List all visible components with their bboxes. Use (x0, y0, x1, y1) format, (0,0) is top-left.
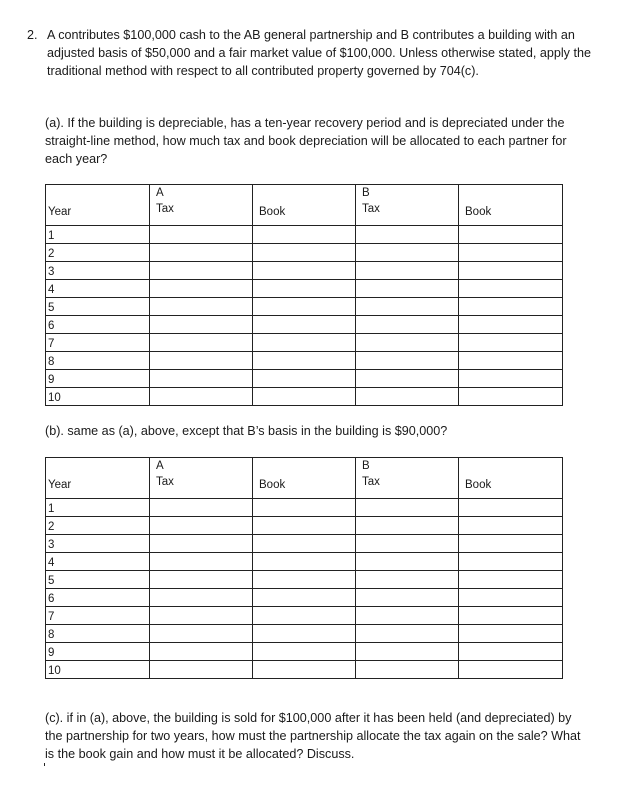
year-cell: 10 (46, 388, 150, 406)
header-year: Year (46, 458, 150, 499)
cell[interactable] (459, 589, 563, 607)
cell[interactable] (356, 589, 459, 607)
year-cell: 1 (46, 226, 150, 244)
header-a-book: Book (253, 458, 356, 499)
cell[interactable] (253, 334, 356, 352)
cell[interactable] (356, 316, 459, 334)
part-c-text: (c). if in (a), above, the building is sold for $100,000 after it has been held (and depreciated) by the partnership for two years, how must the partnership allocate the tax again on the sale? What is the book gain and how must it be allocated? Discuss. (45, 711, 581, 761)
cell[interactable] (150, 607, 253, 625)
cell[interactable] (356, 298, 459, 316)
cell[interactable] (459, 607, 563, 625)
cell[interactable] (356, 244, 459, 262)
table-row (46, 571, 563, 589)
cell[interactable] (356, 553, 459, 571)
cell[interactable] (253, 499, 356, 517)
cell[interactable] (459, 661, 563, 679)
cell[interactable] (356, 499, 459, 517)
cell[interactable] (253, 370, 356, 388)
year-cell: 2 (46, 244, 150, 262)
header-a-tax: A Tax (150, 185, 253, 226)
cell[interactable] (356, 262, 459, 280)
table-row (46, 517, 563, 535)
year-cell: 6 (46, 589, 150, 607)
year-cell: 9 (46, 370, 150, 388)
cell[interactable] (459, 262, 563, 280)
cell[interactable] (150, 535, 253, 553)
cell[interactable] (459, 298, 563, 316)
cell[interactable] (356, 226, 459, 244)
cell[interactable] (150, 553, 253, 571)
table-row (46, 388, 563, 406)
year-cell: 3 (46, 262, 150, 280)
table-row (46, 352, 563, 370)
cell[interactable] (356, 517, 459, 535)
cell[interactable] (253, 298, 356, 316)
header-b-tax: B Tax (356, 185, 459, 226)
cell[interactable] (253, 607, 356, 625)
cell[interactable] (356, 571, 459, 589)
cell[interactable] (150, 571, 253, 589)
cell[interactable] (356, 370, 459, 388)
question-intro: A contributes $100,000 cash to the AB general partnership and B contributes a building with an adjusted basis of $50,000 and a fair market value of $100,000. Unless otherwise stated, apply the traditional method with respect to all contributed property governed by 704(c). (47, 28, 591, 78)
cell[interactable] (150, 244, 253, 262)
cell[interactable] (253, 316, 356, 334)
cell[interactable] (253, 262, 356, 280)
cell[interactable] (253, 661, 356, 679)
cell[interactable] (253, 589, 356, 607)
table-row (46, 625, 563, 643)
table-row (46, 661, 563, 679)
cell[interactable] (459, 370, 563, 388)
cell[interactable] (253, 244, 356, 262)
cell[interactable] (459, 334, 563, 352)
cell[interactable] (150, 316, 253, 334)
cell[interactable] (150, 589, 253, 607)
cell[interactable] (253, 625, 356, 643)
cell[interactable] (459, 244, 563, 262)
cell[interactable] (253, 388, 356, 406)
table-row (46, 589, 563, 607)
depreciation-table-b (45, 457, 563, 679)
text-cursor-mark (44, 763, 45, 766)
question-number: 2. (27, 28, 38, 42)
table-header-row (46, 458, 563, 499)
cell[interactable] (459, 625, 563, 643)
part-a-text: (a). If the building is depreciable, has a ten-year recovery period and is depreciated under the straight-line method, how much tax and book depreciation will be allocated to each partner for each year? (45, 116, 567, 166)
header-a-book: Book (253, 185, 356, 226)
cell[interactable] (459, 571, 563, 589)
year-cell: 9 (46, 643, 150, 661)
cell[interactable] (356, 334, 459, 352)
table-row (46, 262, 563, 280)
year-cell: 6 (46, 316, 150, 334)
table-row (46, 226, 563, 244)
table-row (46, 553, 563, 571)
year-cell: 8 (46, 352, 150, 370)
year-cell: 1 (46, 499, 150, 517)
table-row (46, 244, 563, 262)
header-b-book: Book (459, 458, 563, 499)
cell[interactable] (150, 298, 253, 316)
cell[interactable] (356, 352, 459, 370)
cell[interactable] (356, 280, 459, 298)
cell[interactable] (150, 643, 253, 661)
depreciation-table-a (45, 184, 563, 406)
header-a-tax: A Tax (150, 458, 253, 499)
year-cell: 4 (46, 553, 150, 571)
cell[interactable] (253, 643, 356, 661)
table-row (46, 607, 563, 625)
cell[interactable] (253, 571, 356, 589)
cell[interactable] (356, 625, 459, 643)
cell[interactable] (150, 499, 253, 517)
cell[interactable] (459, 316, 563, 334)
year-cell: 3 (46, 535, 150, 553)
year-cell: 8 (46, 625, 150, 643)
header-year: Year (46, 185, 150, 226)
header-b-tax: B Tax (356, 458, 459, 499)
cell[interactable] (150, 334, 253, 352)
cell[interactable] (459, 226, 563, 244)
part-b-text: (b). same as (a), above, except that B’s basis in the building is $90,000? (45, 424, 448, 438)
cell[interactable] (150, 625, 253, 643)
table-row (46, 643, 563, 661)
cell[interactable] (150, 352, 253, 370)
cell[interactable] (253, 280, 356, 298)
cell[interactable] (459, 388, 563, 406)
cell[interactable] (150, 388, 253, 406)
year-cell: 10 (46, 661, 150, 679)
cell[interactable] (459, 352, 563, 370)
cell[interactable] (150, 661, 253, 679)
cell[interactable] (356, 607, 459, 625)
cell[interactable] (150, 280, 253, 298)
cell[interactable] (459, 280, 563, 298)
cell[interactable] (253, 352, 356, 370)
table-row (46, 334, 563, 352)
year-cell: 7 (46, 334, 150, 352)
cell[interactable] (356, 661, 459, 679)
cell[interactable] (356, 388, 459, 406)
header-b-book: Book (459, 185, 563, 226)
cell[interactable] (459, 535, 563, 553)
cell[interactable] (150, 262, 253, 280)
cell[interactable] (253, 226, 356, 244)
year-cell: 5 (46, 298, 150, 316)
cell[interactable] (150, 370, 253, 388)
year-cell: 4 (46, 280, 150, 298)
cell[interactable] (459, 499, 563, 517)
year-cell: 5 (46, 571, 150, 589)
table-row (46, 298, 563, 316)
year-cell: 2 (46, 517, 150, 535)
year-cell: 7 (46, 607, 150, 625)
table-row (46, 499, 563, 517)
table-row (46, 316, 563, 334)
table-row (46, 370, 563, 388)
cell[interactable] (356, 643, 459, 661)
cell[interactable] (253, 535, 356, 553)
table-row (46, 280, 563, 298)
cell[interactable] (150, 517, 253, 535)
cell[interactable] (253, 553, 356, 571)
cell[interactable] (356, 535, 459, 553)
table-header-row (46, 185, 563, 226)
cell[interactable] (459, 643, 563, 661)
table-row (46, 535, 563, 553)
cell[interactable] (459, 553, 563, 571)
cell[interactable] (253, 517, 356, 535)
cell[interactable] (459, 517, 563, 535)
cell[interactable] (150, 226, 253, 244)
